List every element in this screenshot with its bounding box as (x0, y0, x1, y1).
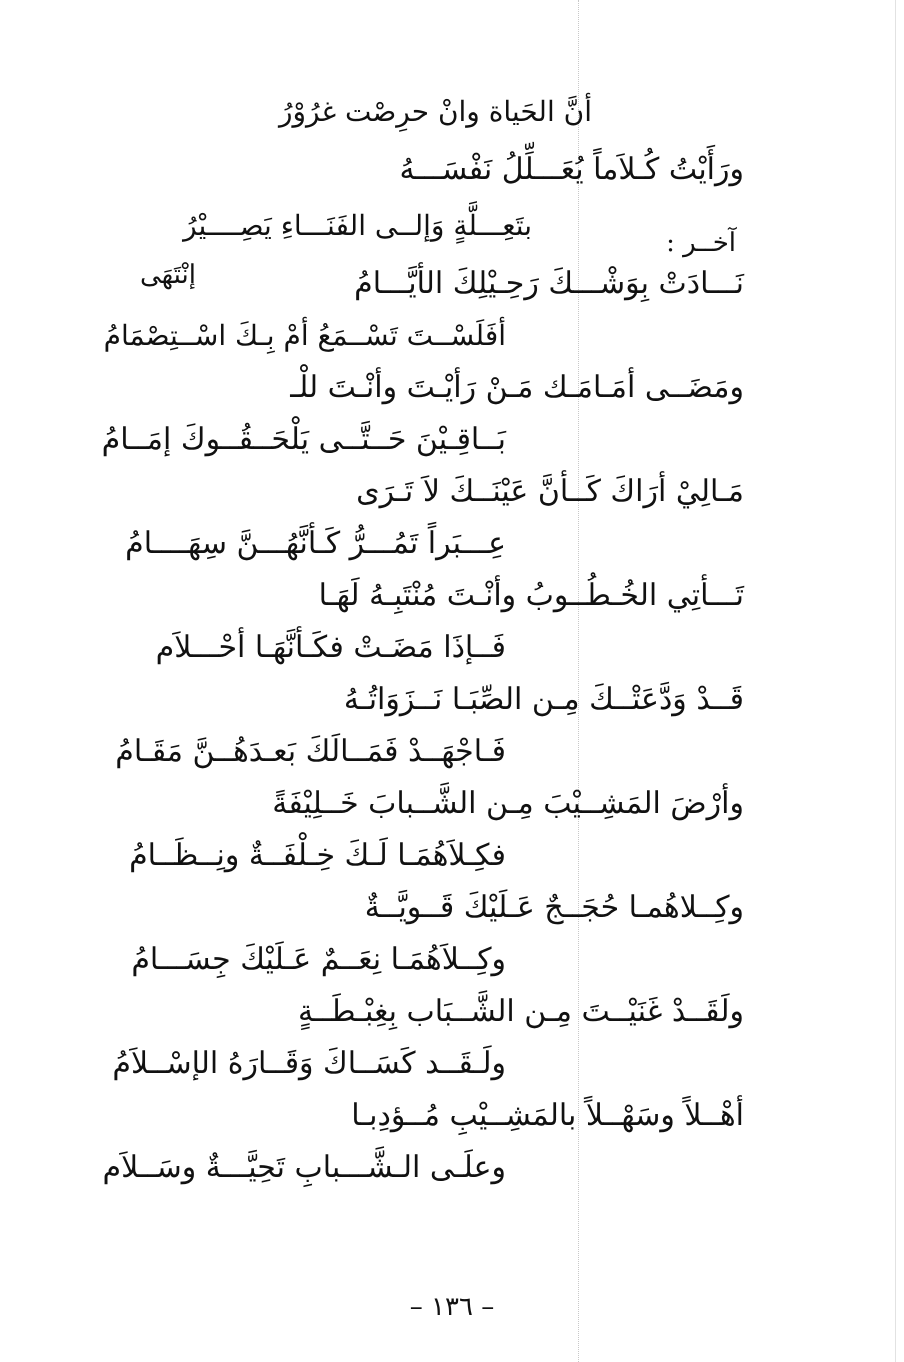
verse-line-15: فكِـلاَهُمَـا لَـكَ خِـلْفَــةٌ ونِــظَــامُ (129, 838, 506, 873)
verse-line-8: مَـالِيْ أرَاكَ كَــأنَّ عَيْنَــكَ لاَ تَـرَى (356, 474, 744, 509)
section-label-another-poem: آخــر : (666, 228, 736, 258)
verse-line-9: عِـــبَراً تَمُـــرُّ كَـأنَّهُـــنَّ سِهَــــامُ (125, 526, 506, 561)
verse-line-16: وكِــلاهُمـا حُجَــجٌ عَـلَيْكَ قَــويَّــةٌ (364, 890, 744, 925)
page-edge-line (895, 0, 896, 1362)
verse-line-21: وعلَـى الـشَّـــبابِ تَحِيَّـــةٌ وسَــلاَم (102, 1150, 506, 1185)
verse-line-19: ولَـقَــد كَسَــاكَ وَقَــارَهُ الإسْــلاَمُ (112, 1046, 506, 1081)
verse-line-1: أنَّ الحَياة وانْ حرِصْت غرُوْرُ (278, 95, 592, 128)
end-note-label: إنْتَهَى (140, 260, 196, 290)
page-number: – ١٣٦ – (409, 1292, 495, 1322)
verse-line-7: بَــاقِـيْنَ حَــتَّــى يَلْحَــقُــوكَ إمَــامُ (101, 422, 506, 457)
verse-line-13: فَـاجْهَــدْ فَمَــالَكَ بَعـدَهُــنَّ مَقَـامُ (115, 734, 506, 769)
verse-line-3: بتَعِـــلَّةٍ وَإلــى الفَنَـــاءِ يَصِــــيْرُ (183, 209, 532, 242)
verse-line-4: نَـــادَتْ بِوَشْـــكَ رَحِـيْلِكَ الأيَّـــامُ (354, 266, 744, 301)
verse-line-10: تَـــأتِي الخُـطُــوبُ وأنْـتَ مُنْتَبِـهُ لَهَـا (318, 578, 744, 613)
verse-line-5: أفَلَسْــتَ تَسْــمَعُ أمْ بِـكَ اسْــتِصْمَامُ (103, 319, 506, 352)
verse-line-18: ولَقَــدْ غَنَيْــتَ مِـن الشَّــبَاب بِغِبْـطَــةٍ (298, 994, 744, 1029)
verse-line-11: فَــإذَا مَضَـتْ فكَـأنَّهَـا أحْـــلاَم (155, 630, 506, 665)
verse-line-2: ورَأَيْتُ كُـلاَماً يُعَـــلِّلُ نَفْسَـــهُ (399, 152, 744, 187)
verse-line-20: أهْــلاً وسَهْــلاً بالمَشِــيْبِ مُــؤدِبـا (351, 1098, 744, 1133)
verse-line-14: وأرْضَ المَشِــيْبَ مِـن الشَّــبابَ خَــلِيْفَةً (272, 786, 744, 821)
verse-line-6: ومَضَــى أمَـامَـك مَـنْ رَأيْـتَ وأنْـتَ للْـ (290, 370, 744, 405)
verse-line-12: قَــدْ وَدَّعَتْــكَ مِـن الصِّبَـا نَــزَوَاتُـهُ (343, 682, 744, 717)
verse-line-17: وكِــلاَهُمَـا نِعَــمٌ عَـلَيْكَ جِسَـــامُ (131, 942, 506, 977)
